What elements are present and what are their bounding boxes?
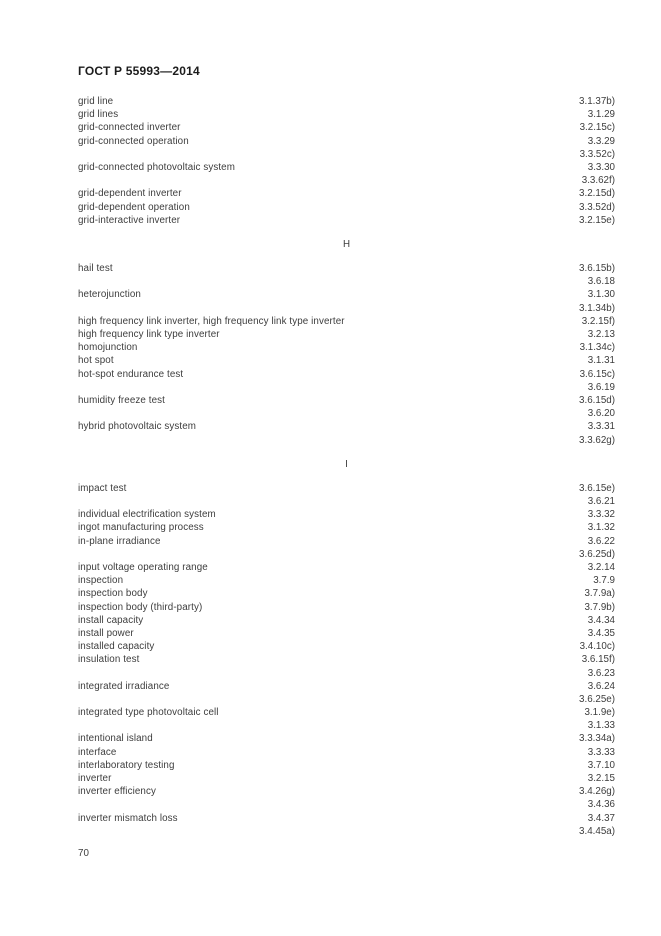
index-row [78, 434, 615, 447]
index-row [78, 394, 615, 407]
index-row [78, 574, 615, 587]
index-row [78, 561, 615, 574]
ref-number: 3.6.25e) [579, 693, 615, 705]
term-text: interlaboratory testing [78, 759, 175, 771]
ref-number: 3.7.9 [593, 575, 615, 587]
ref-number: 3.1.33 [587, 720, 615, 732]
term-text: inspection [78, 575, 124, 587]
index-row [78, 693, 615, 706]
ref-number: 3.2.15c) [579, 122, 615, 134]
term-text: grid-connected photovoltaic system [78, 161, 235, 173]
ref-number: 3.1.37b) [579, 96, 615, 107]
index-row [78, 354, 615, 367]
term-text: installed capacity [78, 641, 155, 653]
term-text: inspection body (third-party) [78, 601, 203, 613]
ref-number: 3.6.15d) [579, 394, 615, 406]
index-row [78, 420, 615, 433]
index-row [78, 262, 615, 275]
index-row [78, 341, 615, 354]
index-row [78, 174, 615, 187]
ref-number: 3.7.10 [587, 759, 615, 771]
ref-number: 3.4.26g) [579, 786, 615, 798]
ref-number: 3.6.18 [587, 276, 615, 288]
index-row [78, 798, 615, 811]
ref-number: 3.1.29 [587, 109, 615, 121]
index-row [78, 148, 615, 161]
term-text: inspection body [78, 588, 148, 600]
index-row [78, 108, 615, 121]
section-letter: I [345, 458, 348, 470]
index-row [78, 785, 615, 798]
ref-number: 3.1.34c) [579, 342, 615, 354]
ref-number: 3.7.9b) [584, 601, 615, 613]
index-list [78, 95, 615, 838]
term-text: homojunction [78, 342, 138, 354]
index-row [78, 812, 615, 825]
section-letter: H [342, 238, 351, 250]
index-row [78, 719, 615, 732]
index-row [78, 548, 615, 561]
index-row [78, 315, 615, 328]
term-text: intentional island [78, 733, 153, 745]
index-row [78, 587, 615, 600]
ref-number: 3.6.15e) [579, 482, 615, 494]
ref-number: 3.4.10c) [579, 641, 615, 653]
ref-number: 3.6.21 [587, 496, 615, 508]
ref-number: 3.7.9a) [584, 588, 615, 600]
ref-number: 3.3.62g) [579, 434, 615, 446]
ref-number: 3.3.62f) [581, 175, 615, 187]
ref-number: 3.3.52d) [579, 201, 615, 213]
term-text: integrated irradiance [78, 680, 170, 692]
ref-number: 3.4.45a) [579, 825, 615, 837]
index-row [78, 135, 615, 148]
term-text: heterojunction [78, 289, 141, 301]
term-text: interface [78, 746, 117, 758]
ref-number: 3.6.19 [587, 381, 615, 393]
term-text: grid lines [78, 109, 119, 121]
index-row [78, 214, 615, 227]
ref-number: 3.3.33 [587, 746, 615, 758]
index-row [78, 482, 615, 495]
index-row [78, 187, 615, 200]
index-row [78, 614, 615, 627]
page-content [78, 65, 615, 838]
ref-number: 3.2.15 [587, 773, 615, 784]
ref-number: 3.4.34 [587, 614, 615, 626]
term-text: humidity freeze test [78, 394, 165, 406]
index-row [78, 759, 615, 772]
ref-number: 3.3.31 [587, 421, 615, 433]
index-row [78, 535, 615, 548]
ref-number: 3.2.15f) [581, 315, 615, 327]
term-text: grid-dependent inverter [78, 188, 182, 200]
index-row [78, 328, 615, 341]
index-row [78, 732, 615, 745]
ref-number: 3.6.15b) [579, 263, 615, 275]
index-row [78, 508, 615, 521]
document-title: ГОСТ Р 55993—2014 [78, 64, 200, 78]
ref-number: 3.3.34a) [579, 733, 615, 745]
ref-number: 3.4.37 [587, 812, 615, 824]
term-text: grid line [78, 96, 114, 107]
term-text: install capacity [78, 614, 144, 626]
index-row [78, 407, 615, 420]
ref-number: 3.3.30 [587, 161, 615, 173]
ref-number: 3.6.24 [587, 680, 615, 692]
ref-number: 3.6.20 [587, 408, 615, 420]
ref-number: 3.6.25d) [579, 548, 615, 560]
index-row [78, 95, 615, 108]
ref-number: 3.3.29 [587, 135, 615, 147]
term-text: hybrid photovoltaic system [78, 421, 197, 433]
term-text: inverter efficiency [78, 786, 156, 798]
index-row [78, 368, 615, 381]
ref-number: 3.6.15c) [579, 368, 615, 380]
index-row [78, 680, 615, 693]
index-row [78, 288, 615, 301]
index-row [78, 706, 615, 719]
ref-number: 3.3.32 [587, 509, 615, 521]
term-text: ingot manufacturing process [78, 522, 204, 534]
term-text: grid-interactive inverter [78, 214, 181, 226]
term-text: inverter [78, 773, 112, 784]
ref-number: 3.2.13 [587, 329, 615, 340]
index-row [78, 495, 615, 508]
page-number: 70 [78, 848, 89, 859]
index-row [78, 201, 615, 214]
index-row [78, 275, 615, 288]
ref-number: 3.6.22 [587, 535, 615, 547]
index-row [78, 825, 615, 838]
term-text: grid-connected inverter [78, 122, 181, 134]
index-row [78, 601, 615, 614]
ref-number: 3.2.15e) [579, 214, 615, 226]
term-text: inverter mismatch loss [78, 812, 178, 824]
ref-number: 3.4.36 [587, 799, 615, 811]
ref-number: 3.1.34b) [579, 302, 615, 314]
term-text: high frequency link type inverter [78, 329, 220, 340]
term-text: grid-dependent operation [78, 201, 190, 213]
ref-number: 3.1.31 [587, 355, 615, 367]
ref-number: 3.2.15d) [579, 188, 615, 200]
ref-number: 3.3.52c) [579, 148, 615, 160]
index-row [78, 653, 615, 666]
term-text: insulation test [78, 654, 140, 666]
term-text: input voltage operating range [78, 562, 208, 573]
term-text: high frequency link inverter, high frequency link type inverter [78, 315, 345, 327]
ref-number: 3.1.9e) [584, 707, 615, 719]
index-row [78, 302, 615, 315]
index-row [78, 746, 615, 759]
term-text: individual electrification system [78, 509, 216, 521]
term-text: impact test [78, 482, 127, 494]
term-text: hail test [78, 263, 113, 275]
ref-number: 3.6.23 [587, 667, 615, 679]
index-row [78, 121, 615, 134]
term-text: integrated type photovoltaic cell [78, 707, 219, 719]
term-text: hot-spot endurance test [78, 368, 184, 380]
index-row [78, 521, 615, 534]
index-row [78, 772, 615, 785]
term-text: install power [78, 627, 134, 639]
ref-number: 3.1.32 [587, 522, 615, 534]
index-row [78, 381, 615, 394]
ref-number: 3.6.15f) [581, 654, 615, 666]
ref-number: 3.4.35 [587, 627, 615, 639]
index-row [78, 667, 615, 680]
term-text: hot spot [78, 355, 114, 367]
term-text: grid-connected operation [78, 135, 189, 147]
ref-number: 3.2.14 [587, 562, 615, 573]
ref-number: 3.1.30 [587, 289, 615, 301]
index-row [78, 627, 615, 640]
index-row [78, 161, 615, 174]
index-row [78, 640, 615, 653]
term-text: in-plane irradiance [78, 535, 161, 547]
